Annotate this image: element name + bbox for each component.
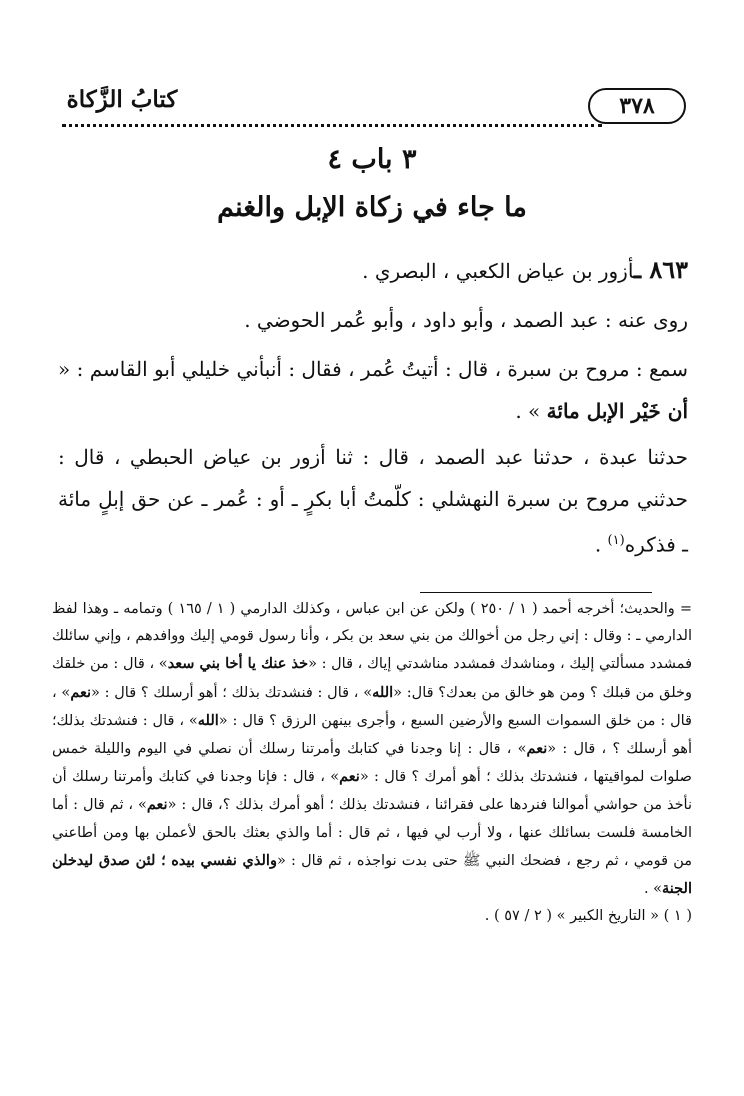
entry-number: ٨٦٣ (649, 255, 688, 284)
footnotes (52, 596, 692, 930)
chain-paragraph: حدثنا عبدة ، حدثنا عبد الصمد ، قال : ثنا أزور بن عياض الحبطي ، قال : حدثني مروح بن سبرة النهشلي : كلّمتُ أبا بكرٍ ـ أو : عُمر ـ عن حق إبلٍ مائة ـ فذكره$^{(١)}$ . (58, 445, 688, 557)
page-number: ٣٧٨ (588, 88, 686, 124)
running-book-title: كتابُ الزَّكاة (66, 86, 178, 113)
footnote-ref-1: (١) (607, 533, 625, 548)
chapter-number: ٣ باب ٤ (327, 144, 417, 175)
footnote-1: ( ١ ) « التاريخ الكبير » ( ٢ / ٥٧ ) . (484, 908, 692, 925)
narrators-line: روى عنه : عبد الصمد ، وأبو داود ، وأبو عُمر الحوضي . (244, 308, 688, 332)
page-header (0, 0, 744, 140)
chapter-title: ما جاء في زكاة الإبل والغنم (217, 192, 527, 223)
entry-name: أزور بن عياض الكعبي ، البصري . (362, 259, 634, 283)
header-rule (62, 124, 602, 127)
footnote-separator (420, 592, 652, 593)
footnote-continuation: = والحديث؛ أخرجه أحمد ( ١ / ٢٥٠ ) ولكن عن ابن عباس ، وكذلك الدارمي ( ١ / ١٦٥ ) وتمامه ـ وهذا لفظ الدارمي ـ : وقال : إني رجل من أخوالك من بني سعد بن بكر ، وأنا رسول قومي إليك ووافدهم ، وإني سائلك فمشدد مسألتي إليك ، ومناشدك فمشدد مناشدتي إياك ، قال : «خذ عنك يا أخا بني سعد» ، قال : من خلقك وخلق من قبلك ؟ ومن هو خالق من بعدك؟ قال: «الله» ، قال : فنشدتك بذلك ؛ أهو أرسلك ؟ قال : «نعم» ، قال : من خلق السموات السبع والأرضين السبع ، وأجرى بينهن الرزق ؟ قال : «الله» ، قال : فنشدتك بذلك؛ أهو أرسلك ؟ ، قال : «نعم» ، قال : إنا وجدنا في كتابك وأمرتنا رسلك أن نصلي في اليوم والليلة خمس صلوات لمواقيتها ، فنشدتك بذلك ؛ أهو أمرك ؟ قال : «نعم» ، قال : فإنا وجدنا في كتابك وأمرتنا رسلك أن نأخذ من حواشي أموالنا فنردها على فقرائنا ، فنشدتك بذلك ؛ أهو أمرك بذلك ؟، قال : «نعم» ، ثم قال : أما الخامسة فلست بسائلك عنها ، ولا أرب لي فيها ، ثم قال : أما والذي بعثك بالحق لأعملن بها ومن أطاعني من قومي ، ثم رجع ، فضحك النبي ﷺ حتى بدت نواجذه ، ثم قال : «والذي نفسي بيده ؛ لئن صدق ليدخلن الجنة» . (52, 601, 693, 898)
entry-heading: ٨٦٣ ـأزور بن عياض الكعبي ، البصري . (362, 255, 688, 284)
heard-paragraph: سمع : مروح بن سبرة ، قال : أتيتُ عُمر ، فقال : أنبأني خليلي أبو القاسم : « أن خَيْر الإبل مائة » . (58, 357, 688, 423)
hadith-quote: أن خَيْر الإبل مائة (546, 399, 688, 423)
